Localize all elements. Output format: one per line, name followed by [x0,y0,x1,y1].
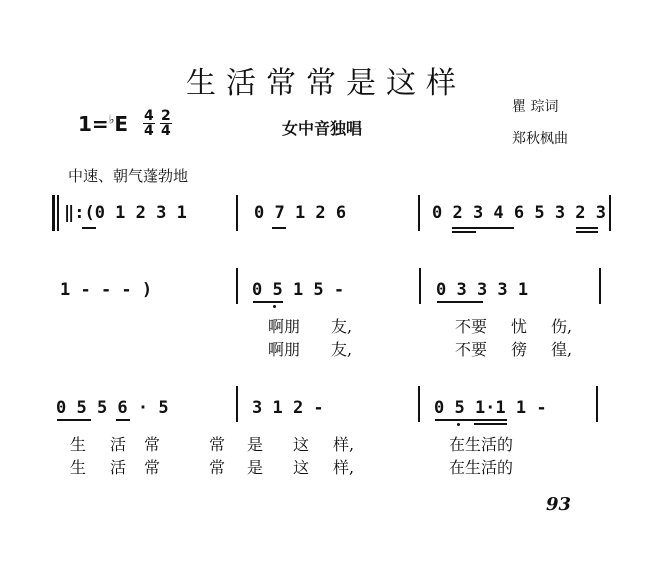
lyric-2: 徬 [511,340,528,359]
double-underline [576,231,598,233]
measure-1-2: 0 7 1 2 6 [254,203,347,223]
key-signature [78,112,128,136]
page-number: 93 [546,494,572,515]
performance-note: 女中音独唱 [282,119,363,138]
lyric-2: 啊朋 [268,340,301,359]
barline [418,195,420,231]
underline [435,419,507,421]
lyric-2: 这 [293,458,310,477]
lyric-1: 样, [333,435,355,454]
underline [116,419,130,421]
underline [272,227,286,229]
measure-1-1: ‖:(0 1 2 3 1 [64,203,187,223]
measure-3-3: 0 5 1·1 1 - [434,398,547,418]
underline [253,301,283,303]
lyric-1: 不要 [455,317,488,336]
barline [418,386,420,422]
lyric-1: 伤, [551,317,573,336]
underline [452,227,514,229]
low-octave-dot [273,305,276,308]
barline [599,268,601,304]
barline [609,195,611,231]
repeat-barline [52,195,55,231]
song-title: 生活常常是这样 [186,66,466,101]
underline [57,419,91,421]
time-signature-2-4: $\frac{2}{4}$ [161,108,171,139]
measure-2-3: 0 3 3 3 1 [436,280,529,300]
lyric-1: 啊朋 [268,317,301,336]
composer-credit: 郑秋枫曲 [512,131,568,147]
lyric-2: 是 [247,458,264,477]
lyric-2: 常 [209,458,226,477]
lyric-2: 徨, [551,340,573,359]
lyric-1: 生 [70,435,87,454]
tempo-marking: 中速、朝气蓬勃地 [68,167,189,185]
lyric-2: 友, [331,340,353,359]
double-underline [474,423,507,425]
lyric-2: 活常 [110,458,179,477]
lyric-1: 活常 [110,435,179,454]
barline [596,386,598,422]
lyric-1: 是 [247,435,264,454]
double-underline [452,231,476,233]
lyric-2: 样, [333,458,355,477]
measure-3-2: 3 1 2 - [252,398,324,418]
repeat-barline-thin [57,195,59,231]
underline [437,301,483,303]
lyric-1: 这 [293,435,310,454]
barline [419,268,421,304]
lyric-1: 友, [331,317,353,336]
flat-sign: ♭ [108,112,115,127]
key-tonic: E [114,112,129,136]
barline [236,195,238,231]
lyric-1: 在生活的 [449,435,514,454]
lyric-2: 不要 [455,340,488,359]
lyric-1: 常 [209,435,226,454]
barline [236,386,238,422]
barline [236,268,238,304]
measure-3-1: 0 5 5 6 · 5 [56,398,169,418]
time-signature-4-4: $\frac{4}{4}$ [144,108,154,139]
measure-2-1: 1 - - - ) [60,280,153,300]
low-octave-dot [457,423,460,426]
lyric-2: 生 [70,458,87,477]
lyricist-credit: 瞿 琮词 [512,99,559,115]
measure-1-3: 0 2 3 4 6 5 3 2 3 [432,203,606,223]
lyric-1: 忧 [511,317,528,336]
underline [576,227,598,229]
lyric-2: 在生活的 [449,458,514,477]
measure-2-2: 0 5 1 5 - [252,280,345,300]
underline [82,227,96,229]
key-prefix: 1= [78,112,109,136]
